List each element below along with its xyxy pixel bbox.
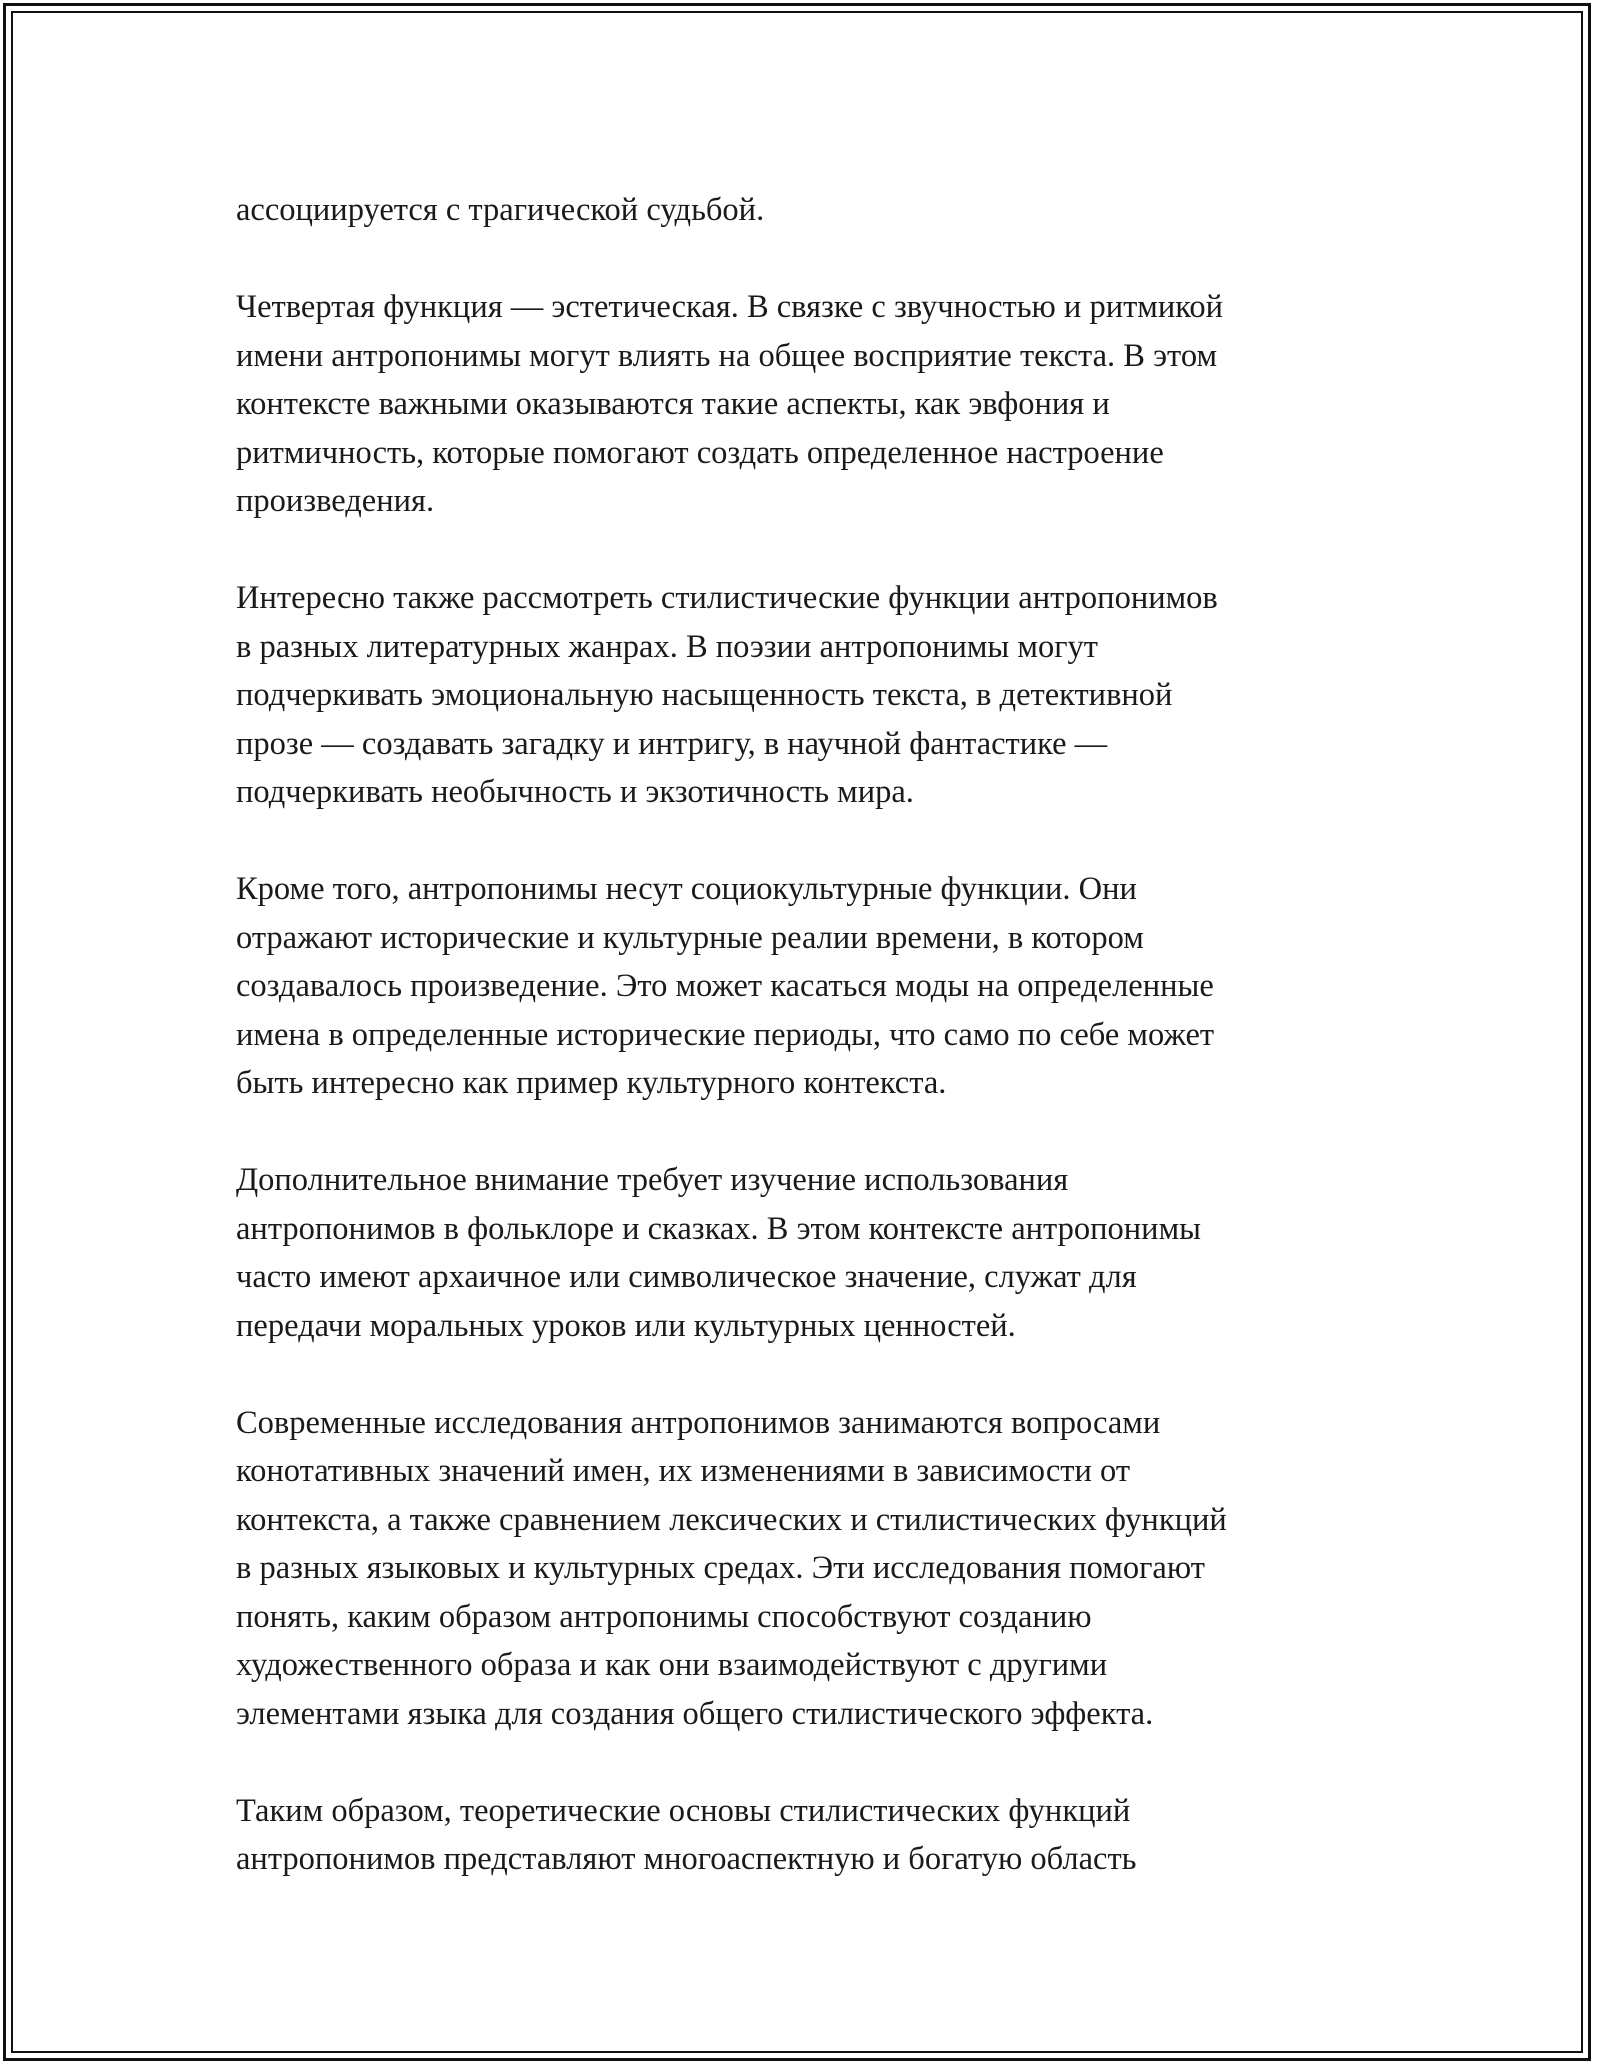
text-line: в разных языковых и культурных средах. Эти исследования помогают	[236, 1550, 1205, 1586]
text-line: элементами языка для создания общего стилистического эффекта.	[236, 1695, 1154, 1732]
text-line: создавалось произведение. Это может касаться моды на определенные	[236, 968, 1214, 1004]
text-line: конотативных значений имен, их изменениями в зависимости от	[236, 1453, 1131, 1489]
text-line: понять, каким образом антропонимы способствуют созданию	[236, 1598, 1092, 1635]
text-line: антропонимов представляют многоаспектную и богатую область	[236, 1841, 1137, 1877]
paragraph-1	[236, 186, 1366, 235]
text-line: контексте важными оказываются такие аспекты, как эвфония и	[236, 386, 1110, 422]
text-line: Кроме того, антропонимы несут социокультурные функции. Они	[236, 871, 1137, 907]
text-line: прозе — создавать загадку и интригу, в научной фантастике —	[236, 725, 1108, 762]
paragraph-3	[236, 574, 1366, 817]
document-body	[236, 186, 1366, 1932]
text-line: антропонимов в фольклоре и сказках. В этом контексте антропонимы	[236, 1210, 1201, 1247]
text-line: Интересно также рассмотреть стилистические функции антропонимов	[236, 580, 1218, 616]
paragraph-7	[236, 1787, 1366, 1884]
text-line: имени антропонимы могут влиять на общее восприятие текста. В этом	[236, 337, 1218, 374]
text-line: часто имеют архаичное или символическое значение, служат для	[236, 1259, 1137, 1295]
text-line: быть интересно как пример культурного контекста.	[236, 1065, 947, 1101]
paragraph-2	[236, 283, 1366, 526]
text-line: Дополнительное внимание требует изучение использования	[236, 1162, 1069, 1198]
text-line: подчеркивать эмоциональную насыщенность текста, в детективной	[236, 677, 1173, 713]
text-line: ассоциируется с трагической судьбой.	[236, 192, 765, 228]
paragraph-4	[236, 865, 1366, 1108]
text-line: передачи моральных уроков или культурных ценностей.	[236, 1307, 1016, 1344]
text-line: ритмичность, которые помогают создать определенное настроение	[236, 434, 1164, 471]
paragraph-6	[236, 1399, 1366, 1739]
text-line: отражают исторические и культурные реалии времени, в котором	[236, 919, 1144, 956]
text-line: подчеркивать необычность и экзотичность мира.	[236, 774, 914, 810]
text-line: контекста, а также сравнением лексических и стилистических функций	[236, 1501, 1227, 1538]
text-line: художественного образа и как они взаимодействуют с другими	[236, 1647, 1108, 1683]
text-line: имена в определенные исторические периоды, что само по себе может	[236, 1016, 1215, 1053]
paragraph-5	[236, 1156, 1366, 1350]
text-line: произведения.	[236, 483, 435, 519]
text-line: Таким образом, теоретические основы стилистических функций	[236, 1792, 1131, 1829]
text-line: Современные исследования антропонимов занимаются вопросами	[236, 1404, 1161, 1441]
text-line: в разных литературных жанрах. В поэзии антропонимы могут	[236, 628, 1098, 665]
text-line: Четвертая функция — эстетическая. В связке с звучностью и ритмикой	[236, 289, 1224, 325]
